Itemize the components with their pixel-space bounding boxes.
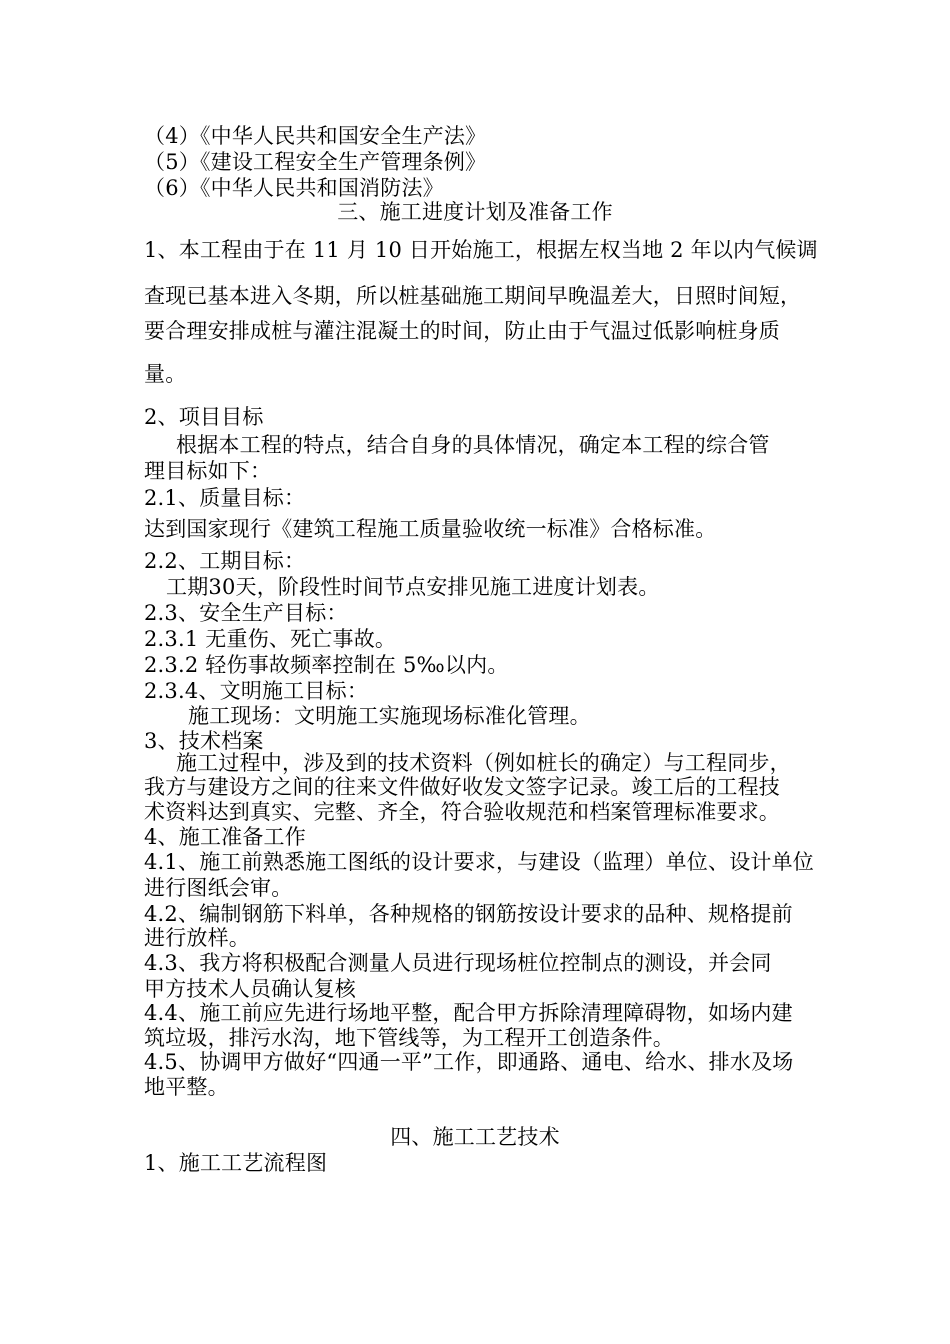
reference-item: （6）《中华人民共和国消防法》 — [144, 176, 444, 200]
paragraph-line: 地平整。 — [144, 1075, 229, 1099]
subheading: 2.3、安全生产目标： — [144, 601, 348, 625]
paragraph-line: 根据本工程的特点，结合自身的具体情况，确定本工程的综合管 — [176, 433, 770, 457]
paragraph-line: 理目标如下： — [144, 459, 272, 483]
section-heading: 四、施工工艺技术 — [390, 1125, 560, 1149]
paragraph-line: 量。 — [144, 362, 187, 386]
paragraph-line: 1、本工程由于在 11 月 10 日开始施工，根据左权当地 2 年以内气候调 — [144, 238, 818, 262]
paragraph-line: 4.3、我方将积极配合测量人员进行现场桩位控制点的测设，并会同 — [144, 951, 772, 975]
paragraph-line: 我方与建设方之间的往来文件做好收发文签字记录。竣工后的工程技 — [144, 775, 780, 799]
paragraph-line: 筑垃圾，排污水沟，地下管线等，为工程开工创造条件。 — [144, 1026, 674, 1050]
paragraph-line: 甲方技术人员确认复核 — [144, 977, 356, 1001]
paragraph-line: 达到国家现行《建筑工程施工质量验收统一标准》合格标准。 — [144, 517, 717, 541]
paragraph-line: 2.3.1 无重伤、死亡事故。 — [144, 627, 397, 651]
section-heading: 三、施工进度计划及准备工作 — [337, 200, 613, 224]
paragraph-line: 工期30天，阶段性时间节点安排见施工进度计划表。 — [166, 575, 660, 599]
paragraph-line: 4.5、协调甲方做好“四通一平”工作，即通路、通电、给水、排水及场 — [144, 1050, 794, 1074]
paragraph-line: 进行放样。 — [144, 926, 250, 950]
paragraph-line: 术资料达到真实、完整、齐全，符合验收规范和档案管理标准要求。 — [144, 800, 780, 824]
paragraph-line: 4.1、施工前熟悉施工图纸的设计要求，与建设（监理）单位、设计单位 — [144, 850, 814, 874]
paragraph-line: 4.2、编制钢筋下料单，各种规格的钢筋按设计要求的品种、规格提前 — [144, 902, 793, 926]
subheading: 3、技术档案 — [144, 729, 264, 753]
paragraph-line: 施工过程中，涉及到的技术资料（例如桩长的确定）与工程同步， — [176, 751, 791, 775]
reference-item: （4）《中华人民共和国安全生产法》 — [144, 124, 487, 148]
paragraph-line: 要合理安排成桩与灌注混凝土的时间，防止由于气温过低影响桩身质 — [144, 319, 780, 343]
subheading: 2.3.4、文明施工目标： — [144, 679, 369, 703]
paragraph-line: 施工现场：文明施工实施现场标准化管理。 — [188, 704, 591, 728]
subheading: 2.2、工期目标： — [144, 549, 306, 573]
paragraph-line: 2.3.2 轻伤事故频率控制在 5‰以内。 — [144, 653, 509, 677]
subheading: 4、施工准备工作 — [144, 825, 306, 849]
subheading: 1、施工工艺流程图 — [144, 1151, 328, 1175]
subheading: 2、项目目标 — [144, 405, 264, 429]
paragraph-line: 4.4、施工前应先进行场地平整，配合甲方拆除清理障碍物，如场内建 — [144, 1001, 793, 1025]
reference-item: （5）《建设工程安全生产管理条例》 — [144, 150, 487, 174]
paragraph-line: 查现已基本进入冬期，所以桩基础施工期间早晚温差大，日照时间短， — [144, 284, 802, 308]
subheading: 2.1、质量目标： — [144, 486, 306, 510]
paragraph-line: 进行图纸会审。 — [144, 876, 293, 900]
